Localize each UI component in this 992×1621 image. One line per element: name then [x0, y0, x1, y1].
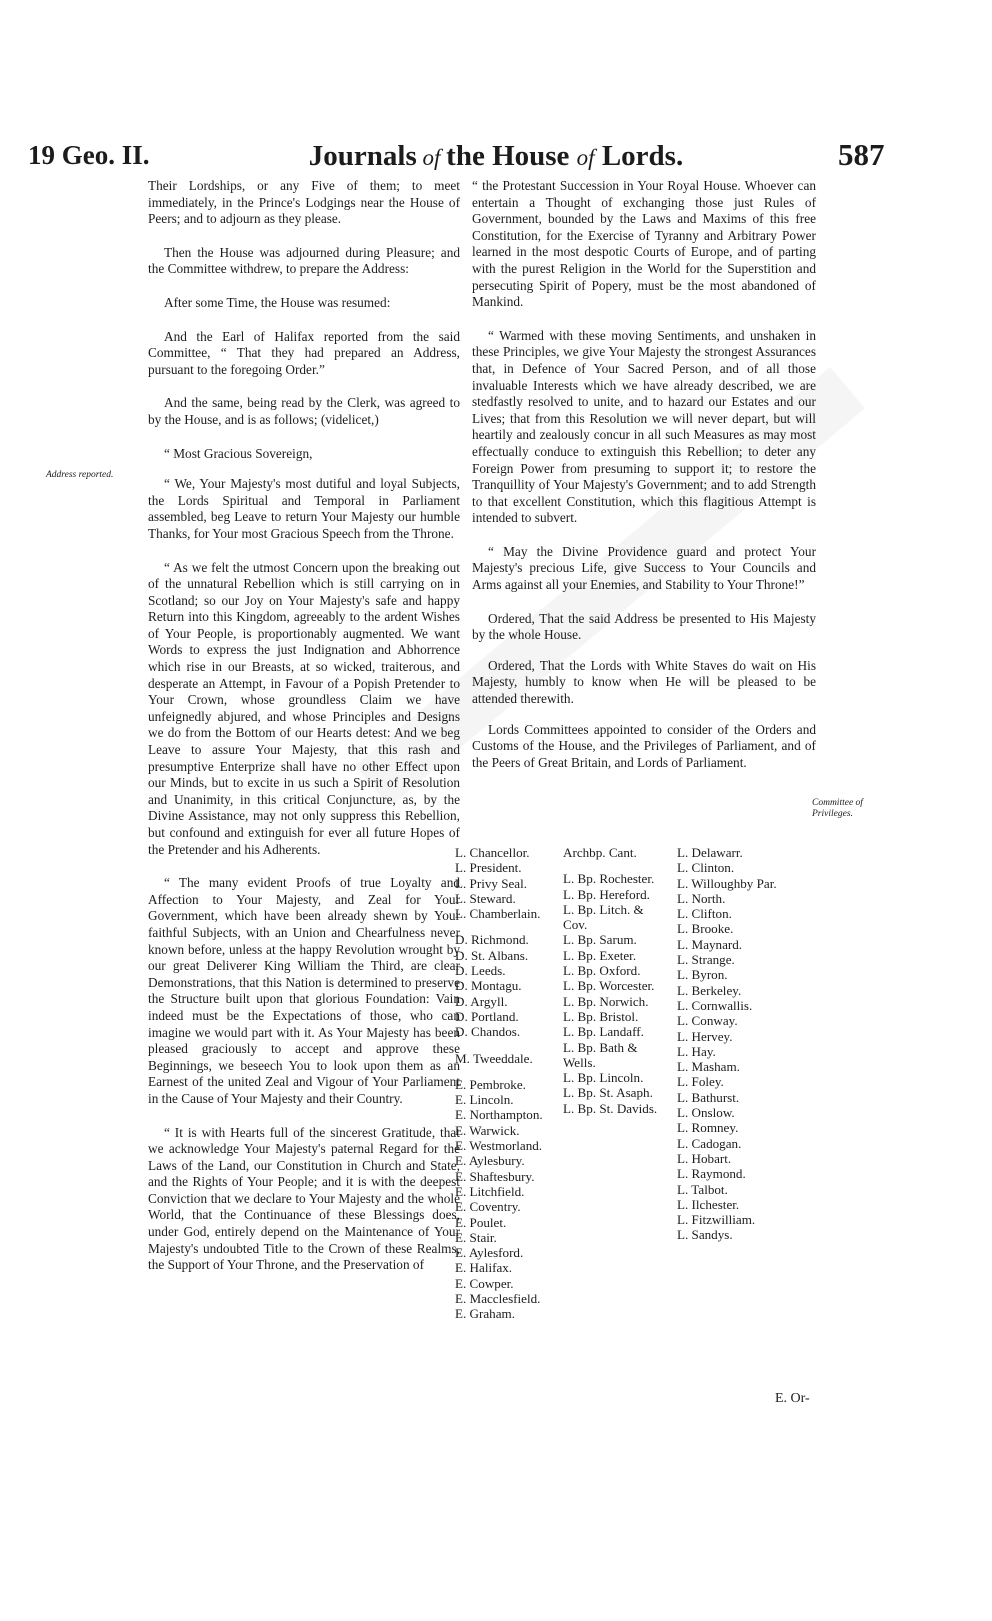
paragraph: “ Warmed with these moving Sentiments, and unshaken in these Principles, we give Your Majesty the strongest Assurances that, in Defence of Your Sacred Person, and of all those invaluable Interests which we have already described, we are stedfastly resolved to unite, and to hazard our Estates and our Lives; that from this Resolution we will never depart, but will heartily and zealously concur in all such Measures as may most effectually conduce to extinguish this Rebellion; to deter any Foreign Power from presuming to support it; to restore the Tranquillity of Your Majesty's Government; and to add Strength to that excellent Constitution, which this flagitious Attempt is intended to subvert. [472, 327, 816, 526]
list-item: L. Bp. St. Asaph. [563, 1085, 653, 1101]
paragraph: Their Lordships, or any Five of them; to meet immediately, in the Prince's Lodgings near the House of Peers; and to adjourn as they please. [148, 178, 460, 227]
list-item: L. Chancellor. [455, 845, 530, 860]
list-spacer [563, 860, 657, 871]
list-item: L. Berkeley. [677, 982, 742, 998]
list-item: L. Bp. Litch. & [563, 901, 644, 917]
list-item: D. Portland. [455, 1008, 519, 1024]
list-item: L. Romney. [677, 1120, 739, 1136]
list-item: L. Sandys. [677, 1227, 733, 1243]
list-item: L. Foley. [677, 1074, 724, 1090]
paragraph: “ It is with Hearts full of the sincerest Gratitude, that we acknowledge Your Majesty's paternal Regard for the Laws of the Land, our Constitution in Church and State, and the Rights of Your People; and it is with the deepest Conviction that we declare to Your Majesty and the whole World, that the Continuance of these Blessings does, under God, entirely depend on the Maintenance of Your Majesty's undoubted Title to the Crown of these Realms, the Support of Your Throne, and the Preservation of [148, 1124, 460, 1273]
list-item: L. Bp. Lincoln. [563, 1070, 644, 1086]
lords-list-column-3 [677, 845, 777, 1243]
list-item: Cov. [563, 917, 588, 933]
list-item: L. Bp. Exeter. [563, 947, 637, 963]
list-item: L. Bp. Norwich. [563, 993, 649, 1009]
list-item: E. Litchfield. [455, 1183, 525, 1199]
list-item: D. Richmond. [455, 932, 529, 948]
list-item: M. Tweeddale. [455, 1050, 533, 1066]
list-item: L. Delawarr. [677, 845, 743, 860]
paragraph: And the same, being read by the Clerk, was agreed to by the House, and is as follows; (videlicet,) [148, 395, 460, 427]
list-item: E. Cowper. [455, 1275, 514, 1291]
list-item: L. Ilchester. [677, 1196, 740, 1212]
committee-heading: Lords Committees appointed to consider of the Orders and Customs of the House, and the Privileges of Parliament, and of the Peers of Great Britain, and Lords of Parliament. [472, 721, 816, 770]
list-item: L. Bp. Bristol. [563, 1008, 639, 1024]
paragraph: “ As we felt the utmost Concern upon the breaking out of the unnatural Rebellion which is still carrying on in Scotland; so our Joy on Your Majesty's safe and happy Return into this Kingdom, agreeably to the ardent Wishes of Your People, is proportionably augmented. We want Words to express the just Indignation and Abhorrence which rise in our Breasts, at so wicked, traiterous, and desperate an Attempt, in Favour of a Popish Pretender to Your Crown, whose groundless Claim we have unfeignedly abjured, and whose Principles and Designs we do from the Bottom of our Hearts detest: And we beg Leave to assure Your Majesty, that this rash and presumptive Enterprize shall have no other Effect upon our Minds, but to excite in us such a Spirit of Resolution and Unanimity, in this critical Conjuncture, as, by the Divine Assistance, may not only suppress this Rebellion, but confound and extinguish for ever all future Hopes of the Pretender and his Adherents. [148, 559, 460, 857]
list-item: E. Westmorland. [455, 1138, 543, 1154]
margin-note-committee: Committee of Privileges. [812, 798, 863, 819]
margin-note-address: Address reported. [46, 470, 114, 480]
paragraph: “ the Protestant Succession in Your Royal House. Whoever can entertain a Thought of exchanging those just Rules of Government, bounded by the Laws and Maxims of this free Constitution, for the Exercise of Tyranny and Arbitrary Power learned in the most despotic Courts of Europe, and of parting with the purest Religion in the World for the Superstition and persecuting Spirit of Popery, must be the most abandoned of Mankind. [472, 178, 816, 310]
list-item: L. Bp. Landaff. [563, 1024, 644, 1040]
order-paragraph: Ordered, That the said Address be presented to His Majesty by the whole House. [472, 610, 816, 643]
list-item: D. Montagu. [455, 978, 522, 994]
list-item: L. Maynard. [677, 936, 743, 952]
list-item: L. Conway. [677, 1013, 738, 1029]
list-spacer [455, 1040, 543, 1051]
left-column [148, 178, 460, 1291]
list-item: L. Bp. Sarum. [563, 932, 637, 948]
list-item: L. President. [455, 860, 522, 876]
list-item: L. Hay. [677, 1043, 716, 1059]
list-item: L. Bp. Worcester. [563, 978, 655, 994]
list-item: L. Raymond. [677, 1166, 746, 1182]
list-item: L. Hervey. [677, 1028, 733, 1044]
list-item: L. Clifton. [677, 906, 732, 922]
catchword: E. Or- [775, 1391, 810, 1406]
list-item: L. Cornwallis. [677, 997, 753, 1013]
list-item: E. Poulet. [455, 1214, 507, 1230]
regnal-year: 19 Geo. II. [28, 140, 150, 170]
list-item: E. Aylesford. [455, 1245, 524, 1261]
list-item: E. Warwick. [455, 1122, 520, 1138]
list-item: L. Onslow. [677, 1105, 735, 1121]
list-item: L. Chamberlain. [455, 906, 541, 922]
salutation: “ Most Gracious Sovereign, [164, 445, 313, 461]
list-item: L. Cadogan. [677, 1135, 742, 1151]
paragraph: Then the House was adjourned during Pleasure; and the Committee withdrew, to prepare the Address: [148, 244, 460, 277]
list-item: L. Brooke. [677, 921, 734, 937]
list-item: D. St. Albans. [455, 947, 529, 963]
list-item: L. Bp. Bath & [563, 1039, 638, 1055]
list-item: E. Coventry. [455, 1199, 521, 1215]
list-item: L. Hobart. [677, 1150, 732, 1166]
order-paragraph: Ordered, That the Lords with White Staves do wait on His Majesty, humbly to know when He will be pleased to be attended therewith. [472, 657, 816, 707]
list-item: E. Graham. [455, 1306, 515, 1322]
list-item: L. Clinton. [677, 860, 735, 876]
list-item: E. Halifax. [455, 1260, 513, 1276]
list-item: L. Strange. [677, 952, 735, 968]
right-column [472, 178, 816, 788]
paragraph: “ May the Divine Providence guard and protect Your Majesty's precious Life, give Success to Your Councils and Arms against all your Enemies, and Stability to Your Throne!” [472, 543, 816, 593]
list-item: L. Bp. St. Davids. [563, 1100, 658, 1116]
running-title: Journals of the House of Lords. [308, 140, 684, 172]
list-item: E. Stair. [455, 1229, 497, 1245]
list-item: E. Northampton. [455, 1107, 543, 1123]
list-item: E. Macclesfield. [455, 1291, 541, 1307]
list-item: D. Chandos. [455, 1024, 521, 1040]
list-item: L. Fitzwilliam. [677, 1212, 756, 1228]
list-item: L. North. [677, 890, 726, 906]
paragraph: After some Time, the House was resumed: [164, 294, 391, 310]
list-item: L. Bp. Hereford. [563, 886, 650, 902]
list-item: L. Willoughby Par. [677, 875, 777, 891]
list-item: L. Privy Seal. [455, 875, 528, 891]
list-item: L. Bathurst. [677, 1089, 740, 1105]
list-item: E. Aylesbury. [455, 1153, 525, 1169]
list-item: L. Bp. Rochester. [563, 871, 655, 887]
list-item: L. Talbot. [677, 1181, 728, 1197]
list-item: D. Leeds. [455, 963, 506, 979]
list-item: L. Masham. [677, 1059, 740, 1075]
list-item: D. Argyll. [455, 993, 508, 1009]
paragraph: “ The many evident Proofs of true Loyalty and Affection to Your Majesty, and Zeal for Your Government, which have been already shewn by Your faithful Subjects, with an Union and Chearfulness never known before, unless at the happy Revolution wrought by our great Deliverer King William the Third, are clear Demonstrations, that this Nation is determined to preserve the Structure built upon that glorious Foundation: Vain indeed must be the Expectations of those, who can imagine we would part with it. As Your Majesty has been pleased graciously to accept and approve these Beginnings, we beseech You to look upon them as an Earnest of the united Zeal and Vigour of Your Parliament in the Cause of Your Majesty and their Country. [148, 875, 460, 1106]
list-spacer [455, 1066, 543, 1077]
list-item: E. Lincoln. [455, 1092, 514, 1108]
lords-list-column-2 [563, 845, 657, 1116]
list-item: Archbp. Cant. [563, 845, 637, 860]
list-item: E. Pembroke. [455, 1076, 526, 1092]
list-item: L. Byron. [677, 967, 728, 983]
list-item: L. Bp. Oxford. [563, 963, 641, 979]
list-spacer [455, 921, 543, 932]
page-number: 587 [838, 137, 885, 172]
lords-list-column-1 [455, 845, 543, 1322]
paragraph: And the Earl of Halifax reported from the said Committee, “ That they had prepared an Address, pursuant to the foregoing Order.” [148, 328, 460, 377]
list-item: Wells. [563, 1054, 596, 1070]
paragraph: “ We, Your Majesty's most dutiful and loyal Subjects, the Lords Spiritual and Temporal in Parliament assembled, beg Leave to return Your Majesty our humble Thanks, for Your most Gracious Speech from the Throne. [148, 476, 460, 541]
list-item: E. Shaftesbury. [455, 1168, 535, 1184]
list-item: L. Steward. [455, 890, 516, 906]
